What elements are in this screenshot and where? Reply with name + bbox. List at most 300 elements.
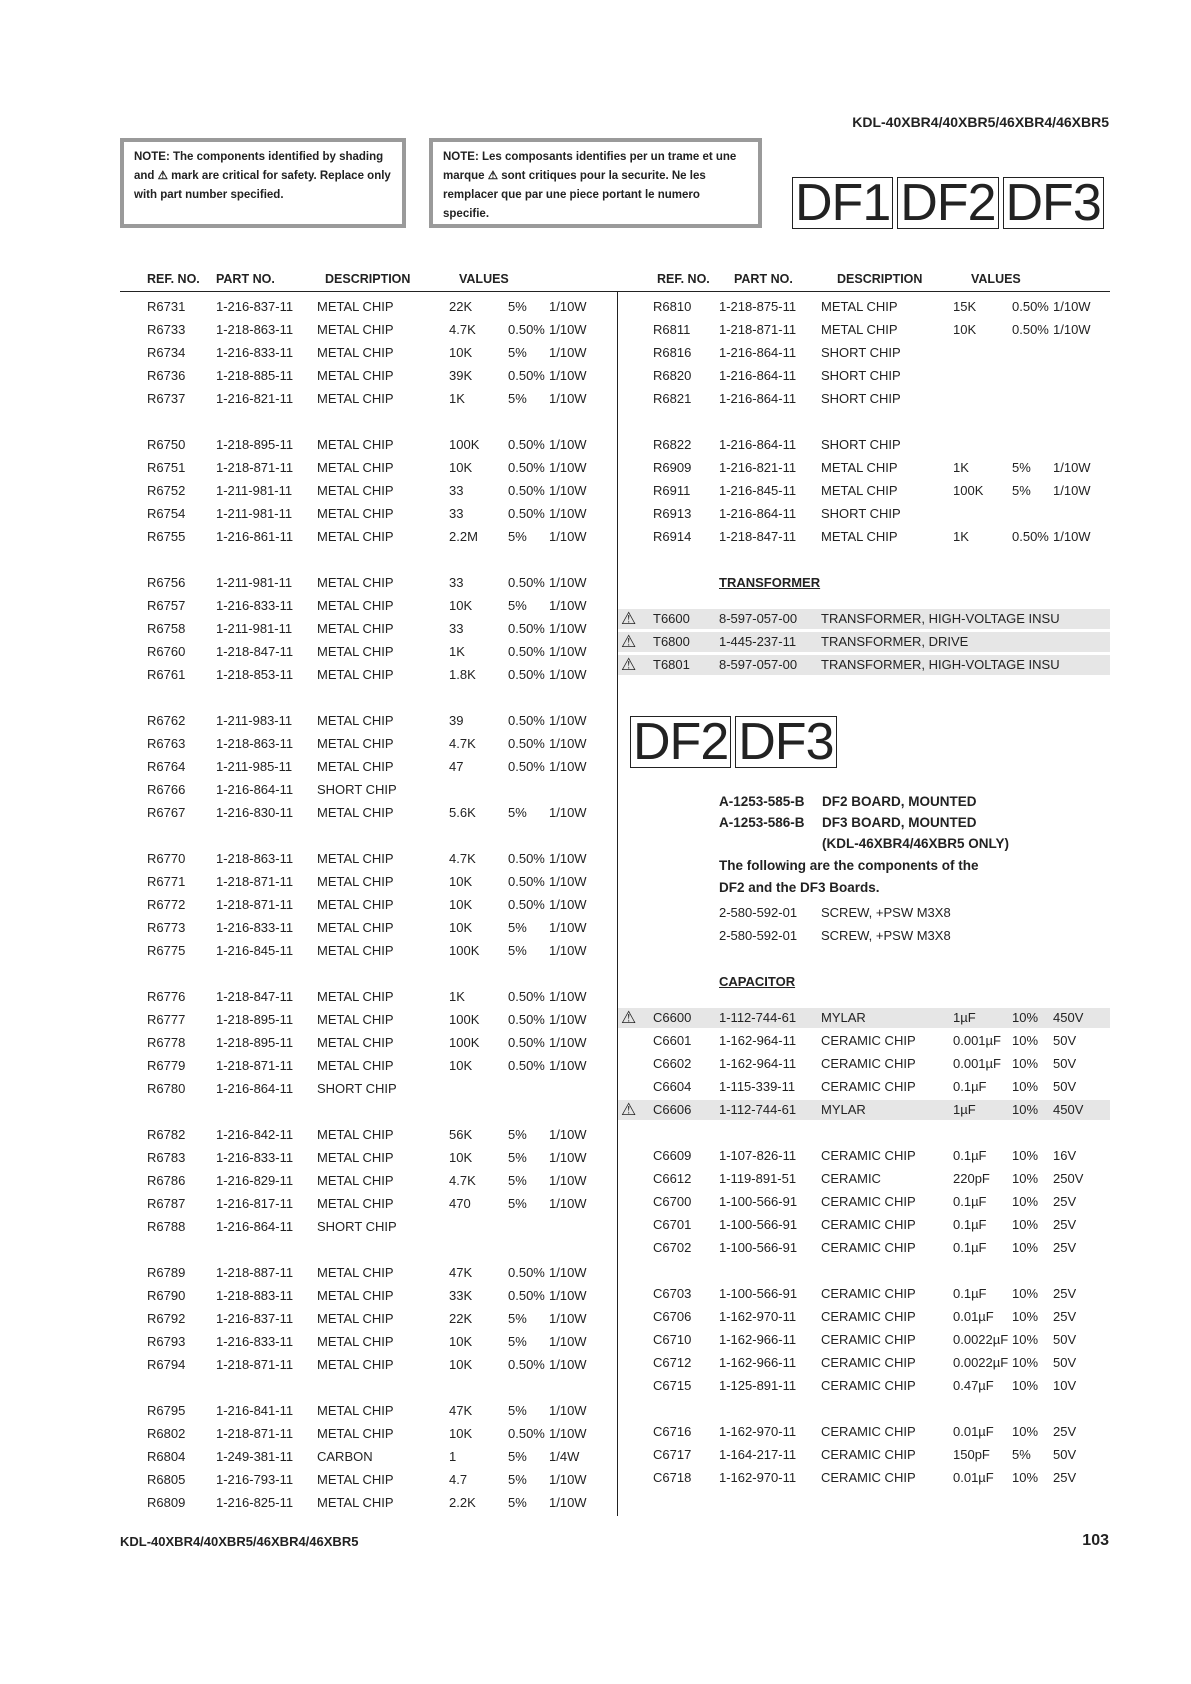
rating: 1/10W: [549, 460, 587, 475]
rating: 1/10W: [549, 575, 587, 590]
part-no: 1-162-970-11: [719, 1309, 797, 1324]
ref-no: R6767: [147, 805, 186, 820]
ref-no: R6786: [147, 1173, 186, 1188]
rating: 25V: [1053, 1470, 1077, 1485]
part-no: 1-216-817-11: [216, 1196, 294, 1211]
tolerance: 5%: [1012, 460, 1031, 475]
rating: 1/10W: [549, 391, 587, 406]
table-row: [120, 711, 618, 731]
rating: 1/10W: [549, 644, 587, 659]
ref-no: C6604: [653, 1079, 692, 1094]
description: METAL CHIP: [317, 897, 394, 912]
ref-no: C6712: [653, 1355, 692, 1370]
ref-no: R6789: [147, 1265, 186, 1280]
table-row: [120, 320, 618, 340]
rating: 10V: [1053, 1378, 1077, 1393]
tolerance: 5%: [508, 299, 527, 314]
ref-no: C6717: [653, 1447, 692, 1462]
section-title-transformer: TRANSFORMER: [719, 575, 821, 590]
description: METAL CHIP: [317, 1495, 394, 1510]
description: METAL CHIP: [317, 713, 394, 728]
description: SHORT CHIP: [317, 1219, 397, 1234]
rating: 25V: [1053, 1424, 1077, 1439]
ref-no: C6609: [653, 1148, 692, 1163]
value: 39K: [449, 368, 473, 383]
tolerance: 5%: [508, 1127, 527, 1142]
part-no: 1-211-983-11: [216, 713, 293, 728]
part-no: 1-162-970-11: [719, 1424, 797, 1439]
table-row: [120, 458, 618, 478]
value: 4.7K: [449, 736, 476, 751]
part-no: 1-218-847-11: [216, 644, 294, 659]
description: CERAMIC CHIP: [821, 1424, 916, 1439]
rating: 1/10W: [549, 345, 587, 360]
tolerance: 5%: [508, 1150, 527, 1165]
table-row: [618, 1054, 1110, 1074]
tolerance: 0.50%: [508, 713, 545, 728]
tolerance: 10%: [1012, 1355, 1039, 1370]
table-row: [618, 1422, 1110, 1442]
rating: 1/10W: [549, 1426, 587, 1441]
table-row: [618, 389, 1110, 409]
rating: 50V: [1053, 1056, 1077, 1071]
ref-no: R6766: [147, 782, 186, 797]
table-row: [120, 780, 618, 800]
ref-no: R6770: [147, 851, 186, 866]
value: 0.1µF: [953, 1286, 987, 1301]
part-no: 1-218-863-11: [216, 736, 294, 751]
ref-no: R6776: [147, 989, 186, 1004]
tolerance: 10%: [1012, 1056, 1039, 1071]
ref-no: R6816: [653, 345, 692, 360]
tolerance: 5%: [508, 391, 527, 406]
table-row: [618, 632, 1110, 652]
ref-no: C6716: [653, 1424, 692, 1439]
rating: 1/10W: [549, 1127, 587, 1142]
value: 1µF: [953, 1010, 976, 1025]
description: CERAMIC CHIP: [821, 1309, 916, 1324]
board-part-df2: A-1253-585-B: [719, 794, 805, 809]
table-row: [120, 895, 618, 915]
ref-no: R6763: [147, 736, 186, 751]
value: 33: [449, 483, 464, 498]
part-no: 1-100-566-91: [719, 1217, 798, 1232]
value: 10K: [449, 1426, 473, 1441]
table-row: [618, 1215, 1110, 1235]
ref-no: C6612: [653, 1171, 692, 1186]
value: 1K: [953, 529, 969, 544]
part-no: 1-218-883-11: [216, 1288, 294, 1303]
tolerance: 0.50%: [508, 575, 545, 590]
ref-no: R6805: [147, 1472, 186, 1487]
description: METAL CHIP: [317, 460, 394, 475]
tolerance: 0.50%: [508, 1012, 545, 1027]
part-no: 1-112-744-61: [719, 1102, 797, 1117]
value: 33: [449, 575, 464, 590]
table-row: [618, 481, 1110, 501]
tolerance: 0.50%: [508, 437, 545, 452]
description: SHORT CHIP: [317, 782, 397, 797]
description: SHORT CHIP: [317, 1081, 397, 1096]
value: 150pF: [953, 1447, 990, 1462]
value: 0.1µF: [953, 1217, 987, 1232]
table-row: [120, 1309, 618, 1329]
part-no: 1-211-981-11: [216, 621, 293, 636]
part-no: 8-597-057-00: [719, 657, 798, 672]
part-no: 1-216-793-11: [216, 1472, 294, 1487]
rating: 450V: [1053, 1010, 1084, 1025]
tolerance: 5%: [1012, 1447, 1031, 1462]
rating: 1/10W: [549, 483, 587, 498]
tolerance: 10%: [1012, 1148, 1039, 1163]
part-no: 1-162-966-11: [719, 1355, 797, 1370]
rating: 1/10W: [1053, 529, 1091, 544]
ref-no: R6731: [147, 299, 186, 314]
rating: 1/10W: [549, 1173, 587, 1188]
tolerance: 0.50%: [508, 897, 545, 912]
warning-icon: ⚠: [621, 632, 637, 651]
rating: 50V: [1053, 1332, 1077, 1347]
rating: 1/10W: [549, 1403, 587, 1418]
description: CERAMIC CHIP: [821, 1470, 916, 1485]
rating: 1/10W: [549, 1196, 587, 1211]
table-row: [120, 1194, 618, 1214]
table-row: [120, 665, 618, 685]
value: 47K: [449, 1265, 473, 1280]
table-row: [120, 366, 618, 386]
tolerance: 0.50%: [508, 667, 545, 682]
ref-no: R6782: [147, 1127, 186, 1142]
value: 1.8K: [449, 667, 476, 682]
value: 22K: [449, 299, 473, 314]
ref-no: R6792: [147, 1311, 186, 1326]
table-row: [120, 642, 618, 662]
value: 0.0022µF: [953, 1332, 1009, 1347]
tolerance: 5%: [508, 1196, 527, 1211]
rating: 1/10W: [549, 322, 587, 337]
safety-note-english: NOTE: The components identified by shading and ⚠ mark are critical for safety. Replace only with part number specified.: [120, 138, 406, 228]
warning-icon: ⚠: [621, 609, 637, 628]
description: CERAMIC CHIP: [821, 1033, 916, 1048]
table-row: [120, 1079, 618, 1099]
part-no: 1-216-833-11: [216, 920, 294, 935]
description: METAL CHIP: [317, 989, 394, 1004]
value: 10K: [449, 897, 473, 912]
ref-no: R6811: [653, 322, 691, 337]
part-no: 8-597-057-00: [719, 611, 798, 626]
rating: 1/10W: [549, 1334, 587, 1349]
ref-no: R6802: [147, 1426, 186, 1441]
rating: 25V: [1053, 1286, 1077, 1301]
part-no: 1-218-885-11: [216, 368, 294, 383]
value: 2.2M: [449, 529, 478, 544]
value: 0.1µF: [953, 1148, 987, 1163]
tolerance: 5%: [508, 1403, 527, 1418]
part-no: 1-218-871-11: [216, 1426, 294, 1441]
table-row: [120, 1470, 618, 1490]
description: CARBON: [317, 1449, 373, 1464]
table-row: [618, 1008, 1110, 1028]
description: METAL CHIP: [317, 1012, 394, 1027]
part-no: 1-218-871-11: [216, 1058, 294, 1073]
tolerance: 10%: [1012, 1217, 1039, 1232]
rating: 1/4W: [549, 1449, 580, 1464]
ref-no: T6600: [653, 611, 690, 626]
ref-no: C6703: [653, 1286, 692, 1301]
part-no: 1-216-864-11: [216, 1081, 294, 1096]
part-no: 1-100-566-91: [719, 1286, 798, 1301]
description: METAL CHIP: [317, 437, 394, 452]
description: TRANSFORMER, DRIVE: [821, 634, 969, 649]
description: METAL CHIP: [317, 1426, 394, 1441]
value: 10K: [449, 460, 473, 475]
part-no: 1-218-871-11: [216, 874, 294, 889]
description: SCREW, +PSW M3X8: [821, 928, 951, 943]
tolerance: 5%: [508, 598, 527, 613]
value: 0.001µF: [953, 1033, 1001, 1048]
part-no: 1-218-871-11: [216, 1357, 294, 1372]
rating: 1/10W: [549, 299, 587, 314]
value: 15K: [953, 299, 977, 314]
ref-no: C6600: [653, 1010, 692, 1025]
tolerance: 0.50%: [508, 1035, 545, 1050]
value: 10K: [449, 920, 473, 935]
rating: 1/10W: [549, 759, 587, 774]
part-no: 1-218-871-11: [216, 897, 294, 912]
description: CERAMIC CHIP: [821, 1194, 916, 1209]
value: 100K: [449, 437, 480, 452]
description: CERAMIC CHIP: [821, 1378, 916, 1393]
part-no: 1-211-981-11: [216, 483, 293, 498]
rating: 1/10W: [549, 713, 587, 728]
col-header-desc-right: DESCRIPTION: [837, 272, 923, 286]
table-row: [618, 435, 1110, 455]
ref-no: C6710: [653, 1332, 692, 1347]
table-row: [120, 734, 618, 754]
ref-no: R6804: [147, 1449, 186, 1464]
footer-model: KDL-40XBR4/40XBR5/46XBR4/46XBR5: [120, 1534, 359, 1549]
part-no: 1-216-821-11: [216, 391, 294, 406]
tolerance: 0.50%: [1012, 299, 1049, 314]
ref-no: C6702: [653, 1240, 692, 1255]
description: METAL CHIP: [317, 1173, 394, 1188]
description: CERAMIC CHIP: [821, 1148, 916, 1163]
rating: 50V: [1053, 1447, 1077, 1462]
rating: 1/10W: [549, 437, 587, 452]
description: MYLAR: [821, 1010, 866, 1025]
col-header-values-left: VALUES: [459, 272, 509, 286]
tolerance: 10%: [1012, 1010, 1039, 1025]
rating: 25V: [1053, 1194, 1077, 1209]
value: 0.01µF: [953, 1424, 994, 1439]
section-title-capacitor: CAPACITOR: [719, 974, 796, 989]
header-rule-right: [618, 291, 1110, 292]
tolerance: 5%: [508, 529, 527, 544]
board-desc-df3: DF3 BOARD, MOUNTED: [822, 815, 977, 830]
rating: 25V: [1053, 1309, 1077, 1324]
tolerance: 0.50%: [508, 874, 545, 889]
ref-no: R6754: [147, 506, 186, 521]
ref-no: R6760: [147, 644, 186, 659]
table-row: [120, 596, 618, 616]
part-no: 1-216-833-11: [216, 1150, 294, 1165]
value: 100K: [449, 1012, 480, 1027]
description: SHORT CHIP: [821, 345, 901, 360]
value: 10K: [449, 1357, 473, 1372]
value: 1K: [449, 391, 465, 406]
rating: 1/10W: [1053, 483, 1091, 498]
table-row: [618, 1284, 1110, 1304]
part-no: 1-119-891-51: [719, 1171, 797, 1186]
ref-no: R6756: [147, 575, 186, 590]
value: 10K: [953, 322, 977, 337]
tolerance: 0.50%: [508, 483, 545, 498]
table-row: [618, 1146, 1110, 1166]
value: 100K: [449, 943, 480, 958]
tolerance: 0.50%: [1012, 322, 1049, 337]
description: CERAMIC CHIP: [821, 1056, 916, 1071]
ref-no: R6752: [147, 483, 186, 498]
ref-no: C6606: [653, 1102, 692, 1117]
rating: 1/10W: [549, 989, 587, 1004]
value: 4.7: [449, 1472, 468, 1487]
value: 1: [449, 1449, 457, 1464]
ref-no: C6706: [653, 1309, 692, 1324]
tolerance: 0.50%: [508, 1058, 545, 1073]
rating: 16V: [1053, 1148, 1077, 1163]
table-row: [120, 1424, 618, 1444]
table-row: [618, 1330, 1110, 1350]
tolerance: 0.50%: [1012, 529, 1049, 544]
part-no: 1-218-871-11: [719, 322, 797, 337]
table-row: [120, 1286, 618, 1306]
rating: 1/10W: [549, 1035, 587, 1050]
board-label-df2-mid: DF2: [630, 716, 731, 768]
ref-no: R6755: [147, 529, 186, 544]
table-row: [120, 1355, 618, 1375]
value: 4.7K: [449, 851, 476, 866]
board-intro-line2: DF2 and the DF3 Boards.: [719, 880, 880, 895]
tolerance: 5%: [508, 345, 527, 360]
description: MYLAR: [821, 1102, 866, 1117]
part-no: 1-211-985-11: [216, 759, 293, 774]
table-row: [618, 343, 1110, 363]
description: METAL CHIP: [317, 598, 394, 613]
ref-no: C6701: [653, 1217, 692, 1232]
col-header-values-right: VALUES: [971, 272, 1021, 286]
description: METAL CHIP: [317, 1196, 394, 1211]
table-row: [120, 987, 618, 1007]
part-no: 1-249-381-11: [216, 1449, 294, 1464]
table-row: [120, 343, 618, 363]
part-no: 1-216-864-11: [719, 437, 797, 452]
board-label-group-top: [792, 174, 1104, 232]
table-row: [120, 1010, 618, 1030]
table-row: [120, 435, 618, 455]
header-model: KDL-40XBR4/40XBR5/46XBR4/46XBR5: [852, 114, 1109, 130]
description: METAL CHIP: [317, 1288, 394, 1303]
tolerance: 5%: [508, 1449, 527, 1464]
part-no: 1-216-837-11: [216, 1311, 294, 1326]
value: 100K: [449, 1035, 480, 1050]
ref-no: R6780: [147, 1081, 186, 1096]
table-row: [618, 1353, 1110, 1373]
description: METAL CHIP: [821, 299, 898, 314]
table-row: [120, 1056, 618, 1076]
description: METAL CHIP: [317, 805, 394, 820]
description: METAL CHIP: [317, 667, 394, 682]
tolerance: 10%: [1012, 1171, 1039, 1186]
part-no: 1-162-964-11: [719, 1056, 797, 1071]
table-row: [120, 1263, 618, 1283]
value: 10K: [449, 345, 473, 360]
rating: 1/10W: [549, 1495, 587, 1510]
ref-no: R6793: [147, 1334, 186, 1349]
description: METAL CHIP: [317, 506, 394, 521]
part-no: 1-218-863-11: [216, 851, 294, 866]
tolerance: 0.50%: [508, 759, 545, 774]
description: SCREW, +PSW M3X8: [821, 905, 951, 920]
tolerance: 0.50%: [508, 506, 545, 521]
tolerance: 0.50%: [508, 644, 545, 659]
tolerance: 0.50%: [508, 368, 545, 383]
description: METAL CHIP: [317, 1311, 394, 1326]
tolerance: 5%: [508, 1472, 527, 1487]
value: 1µF: [953, 1102, 976, 1117]
value: 0.0022µF: [953, 1355, 1009, 1370]
ref-no: R6809: [147, 1495, 186, 1510]
ref-no: T6800: [653, 634, 690, 649]
part-no: 1-216-864-11: [719, 506, 797, 521]
value: 22K: [449, 1311, 473, 1326]
part-no: 1-112-744-61: [719, 1010, 797, 1025]
value: 4.7K: [449, 1173, 476, 1188]
table-row: [618, 903, 1110, 923]
ref-no: C6602: [653, 1056, 692, 1071]
board-desc-df2: DF2 BOARD, MOUNTED: [822, 794, 977, 809]
table-row: [120, 1447, 618, 1467]
tolerance: 5%: [508, 1311, 527, 1326]
table-row: [120, 1171, 618, 1191]
description: METAL CHIP: [821, 529, 898, 544]
description: METAL CHIP: [317, 1035, 394, 1050]
description: CERAMIC CHIP: [821, 1217, 916, 1232]
table-row: [120, 527, 618, 547]
description: METAL CHIP: [317, 1150, 394, 1165]
value: 56K: [449, 1127, 473, 1142]
tolerance: 10%: [1012, 1102, 1039, 1117]
description: METAL CHIP: [317, 322, 394, 337]
description: METAL CHIP: [317, 299, 394, 314]
part-no: 1-216-841-11: [216, 1403, 294, 1418]
table-row: [120, 504, 618, 524]
rating: 1/10W: [549, 621, 587, 636]
description: METAL CHIP: [317, 736, 394, 751]
value: 33K: [449, 1288, 473, 1303]
tolerance: 0.50%: [508, 1265, 545, 1280]
description: CERAMIC CHIP: [821, 1079, 916, 1094]
ref-no: R6757: [147, 598, 186, 613]
ref-no: R6787: [147, 1196, 186, 1211]
table-row: [120, 803, 618, 823]
part-no: 1-216-864-11: [216, 1219, 294, 1234]
header-rule-left: [120, 291, 618, 292]
board-label-df3-mid: DF3: [735, 716, 836, 768]
tolerance: 10%: [1012, 1470, 1039, 1485]
ref-no: R6822: [653, 437, 692, 452]
part-no: 1-164-217-11: [719, 1447, 797, 1462]
ref-no: R6771: [147, 874, 186, 889]
